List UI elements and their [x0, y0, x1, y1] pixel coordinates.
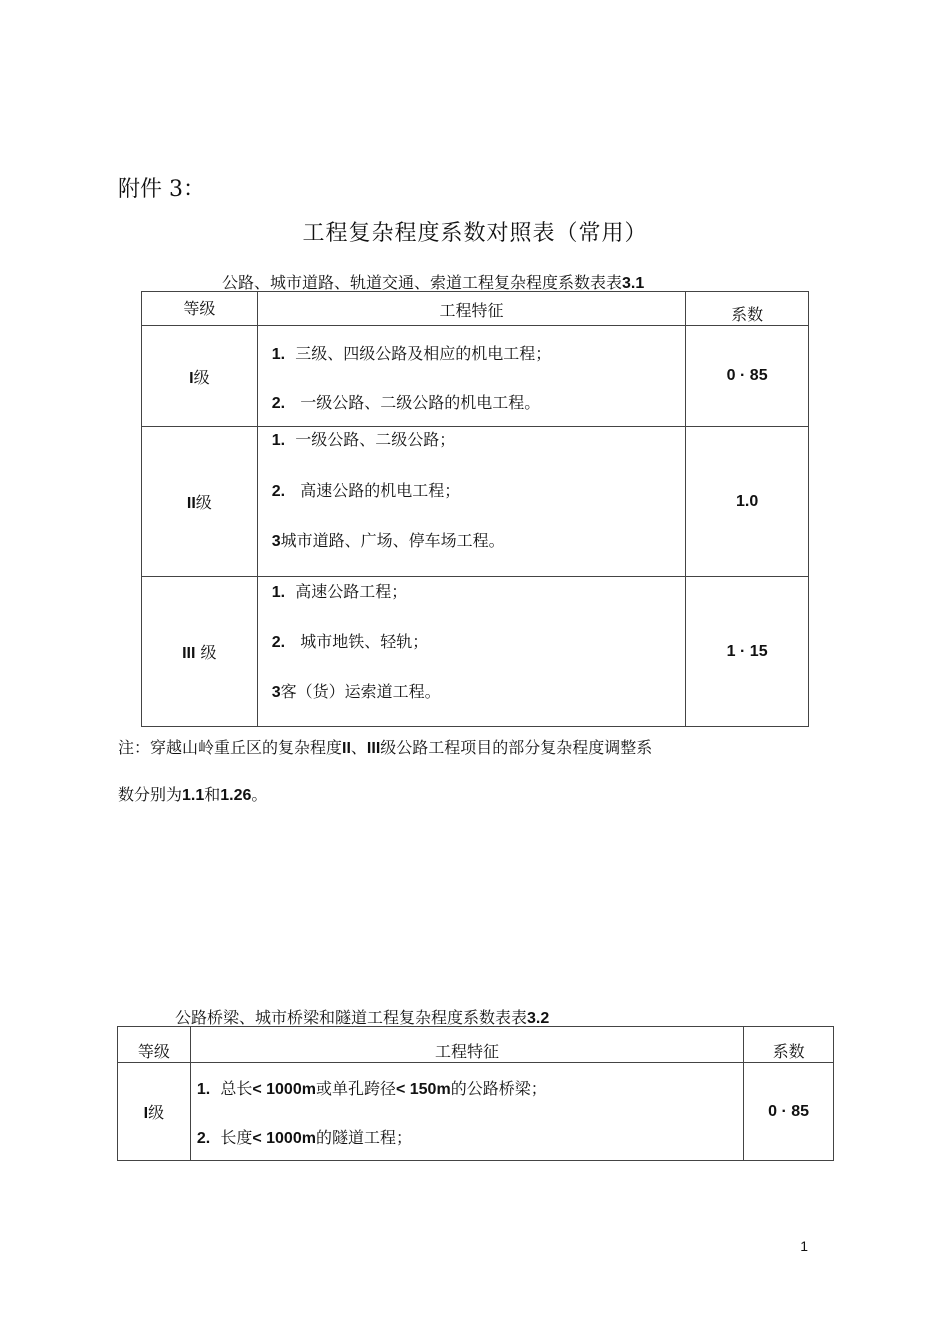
- attachment-label: 附件 3：: [118, 177, 205, 202]
- feature-text: 总长: [220, 1079, 253, 1098]
- feature-cell: [257, 577, 686, 727]
- table-row: [142, 577, 809, 727]
- grade-unit: 级: [148, 1103, 165, 1122]
- feature-text: 城市道路、广场、停车场工程。: [280, 531, 505, 550]
- table2-caption: [175, 1005, 549, 1028]
- table2-caption-number: 3.2: [527, 1010, 550, 1027]
- note-text: 数分别为: [118, 785, 183, 804]
- table-header-row: [142, 292, 809, 326]
- grade-cell: [142, 427, 258, 577]
- note-text: 、: [350, 738, 367, 757]
- feature-line: [272, 393, 686, 414]
- note-grade: III: [366, 740, 381, 757]
- feature-number: 2.: [196, 1130, 211, 1147]
- feature-number: 1.: [196, 1081, 211, 1098]
- feature-line: [197, 1079, 743, 1100]
- table-row: [118, 1063, 834, 1161]
- feature-line: [272, 632, 686, 653]
- note-text: 。: [251, 785, 268, 804]
- feature-number: 3: [271, 684, 281, 701]
- feature-line: [272, 481, 686, 502]
- feature-line: [272, 682, 686, 703]
- grade-cell: [142, 577, 258, 727]
- table1-caption: [222, 270, 644, 293]
- grade-cell: [118, 1063, 191, 1161]
- feature-text: 三级、四级公路及相应的机电工程；: [295, 344, 552, 363]
- feature-text: 高速公路的机电工程；: [300, 481, 461, 500]
- header-grade: 等级: [118, 1027, 191, 1063]
- grade-number: I: [143, 1105, 149, 1122]
- feature-number: 1.: [271, 584, 286, 601]
- table-header-row: [118, 1027, 834, 1063]
- feature-text: 客（货）运索道工程。: [280, 682, 441, 701]
- header-coefficient: 系数: [744, 1027, 834, 1063]
- page-number: 1: [800, 1238, 808, 1254]
- feature-cell: [257, 427, 686, 577]
- grade-number: II: [186, 495, 196, 512]
- feature-text: 的公路桥梁；: [450, 1079, 547, 1098]
- coefficient-cell: 0 · 85: [744, 1063, 834, 1161]
- feature-line: [197, 1128, 743, 1149]
- feature-value: < 150m: [395, 1081, 451, 1098]
- feature-cell: [257, 326, 686, 427]
- feature-text: 城市地铁、轻轨；: [300, 632, 429, 651]
- grade-cell: [142, 326, 258, 427]
- feature-value: < 1000m: [252, 1081, 316, 1098]
- feature-text: 一级公路、二级公路；: [295, 430, 456, 449]
- feature-number: 1.: [271, 432, 286, 449]
- feature-line: [272, 582, 686, 603]
- coefficient-cell: 1.0: [686, 427, 809, 577]
- note-value: 1.1: [182, 787, 205, 804]
- header-feature: 工程特征: [257, 292, 686, 326]
- feature-line: [272, 344, 686, 365]
- note-line-2: [118, 782, 267, 805]
- feature-line: [272, 430, 686, 451]
- coefficient-cell: 1 · 15: [686, 577, 809, 727]
- feature-text: 一级公路、二级公路的机电工程。: [300, 393, 541, 412]
- note-grade: II: [342, 740, 351, 757]
- feature-text: 高速公路工程；: [295, 582, 408, 601]
- feature-cell: [190, 1063, 743, 1161]
- header-coefficient: 系数: [686, 292, 809, 326]
- grade-unit: 级: [195, 493, 212, 512]
- grade-unit: 级: [200, 643, 217, 662]
- note-text: 级公路工程项目的部分复杂程度调整系: [380, 738, 653, 757]
- grade-number: I: [189, 369, 194, 387]
- table-row: [142, 427, 809, 577]
- coefficient-cell: 0 · 85: [686, 326, 809, 427]
- feature-text: 长度: [220, 1128, 253, 1147]
- table-3-2: [117, 1026, 834, 1161]
- table1-caption-number: 3.1: [622, 275, 645, 292]
- feature-line: [272, 531, 686, 552]
- note-value: 1.26: [220, 787, 252, 804]
- table2-caption-text: 公路桥梁、城市桥梁和隧道工程复杂程度系数表表: [175, 1008, 528, 1027]
- feature-number: 2.: [271, 483, 286, 500]
- table-3-1: [141, 291, 809, 727]
- note-line-1: [118, 735, 652, 758]
- grade-unit: 级: [193, 367, 210, 387]
- table1-caption-text: 公路、城市道路、轨道交通、索道工程复杂程度系数表表: [222, 273, 623, 292]
- feature-text: 的隧道工程；: [315, 1128, 412, 1147]
- feature-number: 3: [271, 533, 281, 550]
- grade-number: III: [182, 645, 196, 662]
- feature-text: 或单孔跨径: [315, 1079, 396, 1098]
- feature-number: 1.: [271, 346, 286, 363]
- header-feature: 工程特征: [190, 1027, 743, 1063]
- header-grade: 等级: [142, 292, 258, 326]
- feature-number: 2.: [271, 634, 286, 651]
- note-text: 注：穿越山岭重丘区的复杂程度: [118, 738, 343, 757]
- feature-number: 2.: [271, 395, 286, 412]
- page-title: 工程复杂程度系数对照表（常用）: [302, 221, 648, 246]
- table-row: [142, 326, 809, 427]
- feature-value: < 1000m: [252, 1130, 316, 1147]
- note-text: 和: [204, 785, 221, 804]
